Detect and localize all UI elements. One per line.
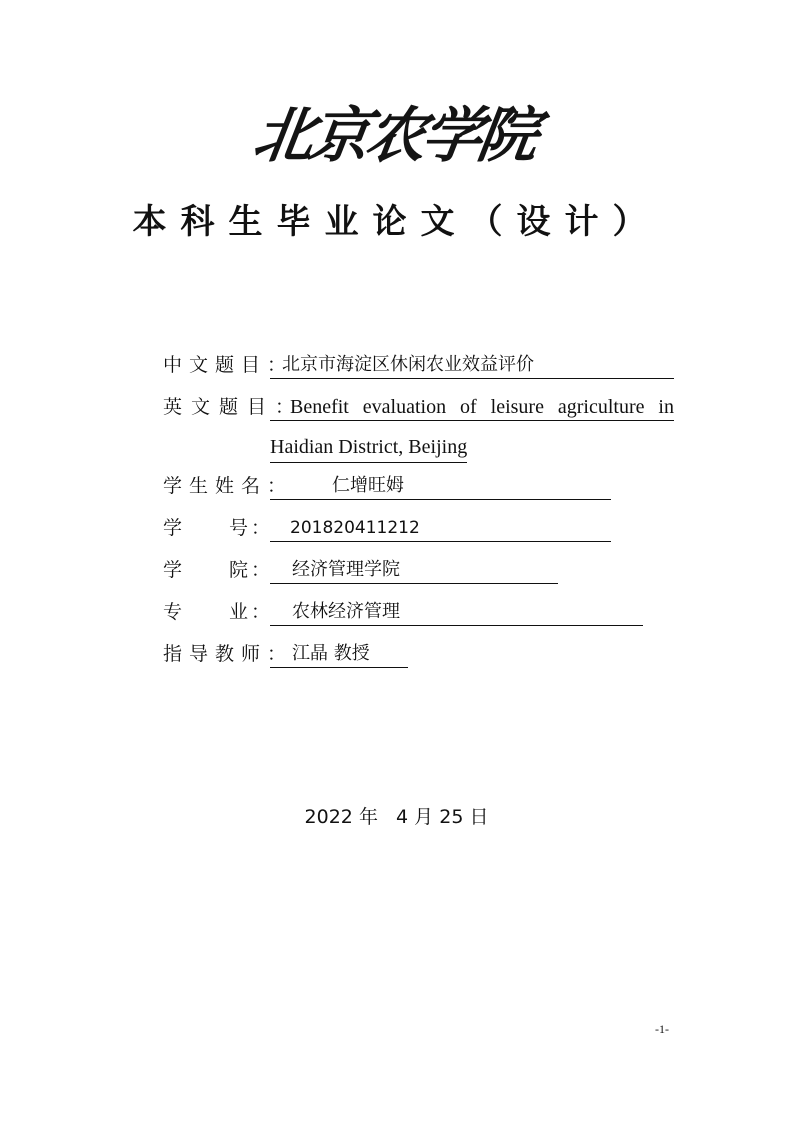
- advisor-value: 江晶 教授: [270, 640, 408, 668]
- major-label: 专 业：: [163, 601, 274, 623]
- cn-title-label: 中文题目：: [163, 354, 294, 376]
- student-name-value: 仁增旺姆: [270, 472, 611, 500]
- major-value: 农林经济管理: [270, 598, 643, 626]
- cn-title-value: 北京市海淀区休闲农业效益评价: [270, 351, 674, 379]
- en-title-label: 英文题目：: [163, 396, 304, 418]
- en-title-value-line1: Benefit evaluation of leisure agriculture in: [270, 393, 674, 421]
- college-label: 学 院：: [163, 559, 274, 581]
- page-number: -1-: [655, 1022, 669, 1036]
- student-id-label: 学 号：: [163, 517, 274, 539]
- submission-date: 2022 年 4 月 25 日: [304, 806, 489, 828]
- student-name-label: 学生姓名：: [163, 475, 294, 497]
- university-logo: 北京农学院: [249, 101, 539, 171]
- en-title-value-line2: Haidian District, Beijing: [270, 433, 467, 463]
- college-value: 经济管理学院: [270, 556, 558, 584]
- advisor-label: 指导教师：: [163, 643, 294, 665]
- student-id-value: 201820411212: [270, 514, 611, 542]
- document-title: 本科生毕业论文（设计）: [132, 202, 661, 242]
